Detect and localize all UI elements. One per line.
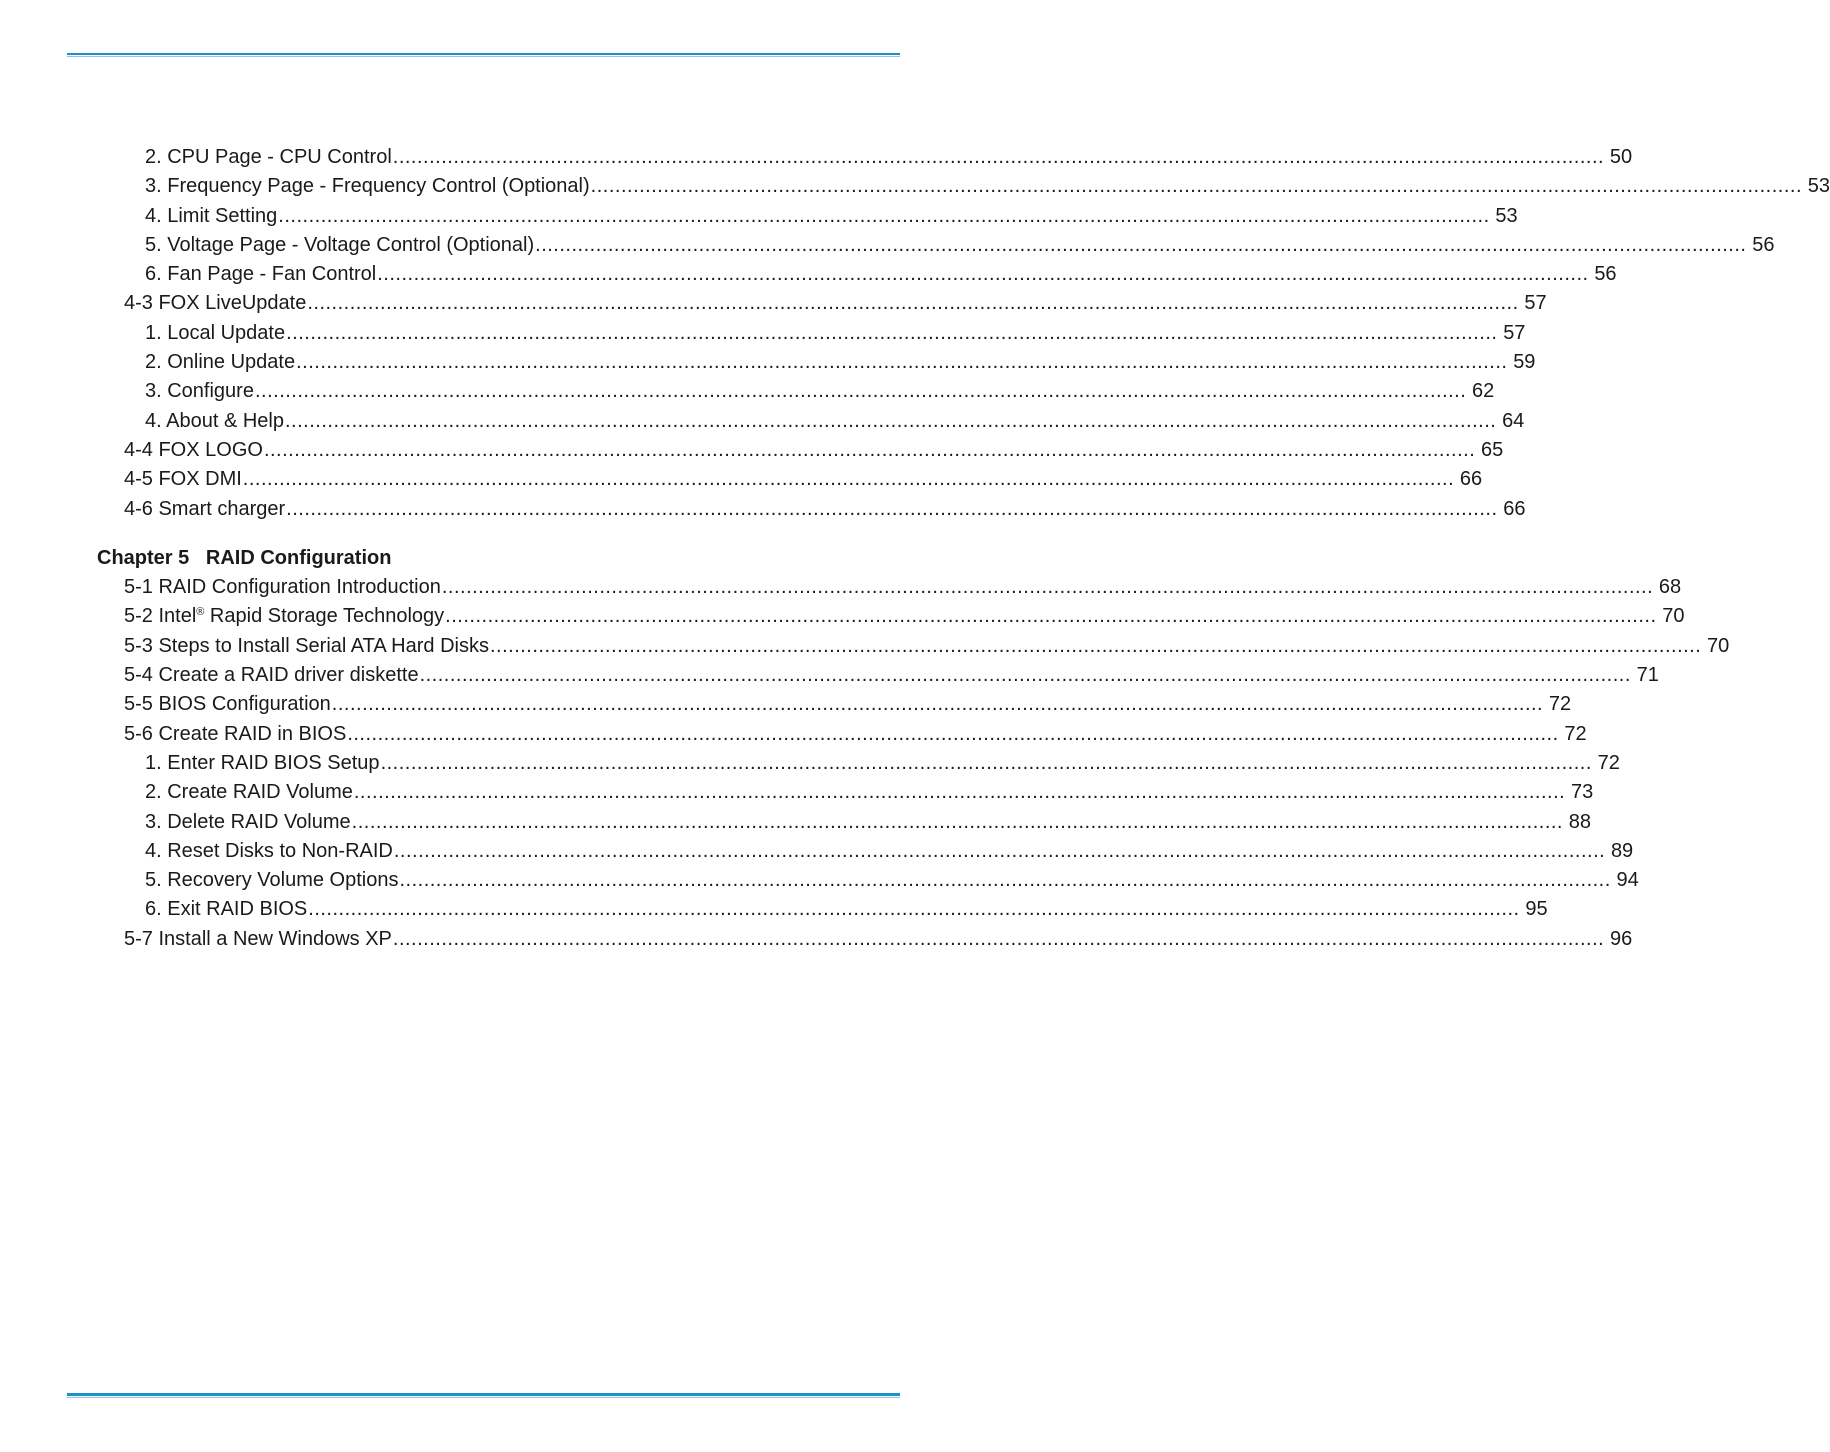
dot-leader: ........................................................................................................................................................................................................ xyxy=(392,146,1605,168)
toc-entry[interactable] xyxy=(0,172,1830,201)
toc-entry-title: 3. Configure xyxy=(145,380,254,403)
toc-entry-title: 5-1 RAID Configuration Introduction xyxy=(124,576,441,599)
toc-entry[interactable] xyxy=(0,808,1591,837)
dot-leader: ........................................................................................................................................................................................................ xyxy=(331,693,1544,716)
dot-leader: ........................................................................................................................................................................................................ xyxy=(489,634,1702,657)
toc-entry-page: 50 xyxy=(1609,146,1633,168)
dot-leader: ........................................................................................................................................................................................................ xyxy=(307,292,1519,315)
toc-entry-title: 4-5 FOX DMI xyxy=(124,468,242,491)
toc-entry[interactable] xyxy=(0,348,1536,377)
dot-leader: ........................................................................................................................................................................................................ xyxy=(590,175,1802,198)
dot-leader: ........................................................................................................................................................................................................ xyxy=(441,576,1654,599)
toc-entry[interactable] xyxy=(0,749,1620,778)
toc-entry[interactable] xyxy=(0,289,1547,318)
toc-entry-page: 53 xyxy=(1495,204,1518,227)
dot-leader: ........................................................................................................................................................................................................ xyxy=(278,204,1490,227)
toc-entry[interactable] xyxy=(0,143,1633,172)
toc-entry-title: 4-3 FOX LiveUpdate xyxy=(124,292,307,315)
toc-entry-title: 3. Frequency Page - Frequency Control (Optional) xyxy=(145,175,590,198)
dot-leader: ........................................................................................................................................................................................................ xyxy=(347,722,1559,745)
table-of-contents xyxy=(0,143,1830,954)
dot-leader: ........................................................................................................................................................................................................ xyxy=(380,751,1592,774)
toc-entry[interactable] xyxy=(0,377,1495,406)
toc-entry-title: 6. Fan Page - Fan Control xyxy=(145,263,377,286)
toc-entry[interactable] xyxy=(0,720,1587,749)
dot-leader: ........................................................................................................................................................................................................ xyxy=(353,781,1566,804)
toc-entry[interactable] xyxy=(0,866,1639,895)
toc-entry-title: 4. Reset Disks to Non-RAID xyxy=(145,839,393,862)
toc-section-chapter4 xyxy=(0,143,1830,524)
toc-entry-title: 4-4 FOX LOGO xyxy=(124,438,263,461)
toc-entry-page: 96 xyxy=(1609,927,1633,950)
toc-entry[interactable] xyxy=(0,690,1572,719)
toc-entry-page: 72 xyxy=(1564,722,1587,745)
toc-entry[interactable] xyxy=(0,231,1775,260)
toc-entry-title: 5-6 Create RAID in BIOS xyxy=(124,722,347,745)
toc-entry-page: 72 xyxy=(1597,751,1620,774)
toc-entry[interactable] xyxy=(0,632,1730,661)
dot-leader: ........................................................................................................................................................................................................ xyxy=(351,810,1563,833)
toc-entry-title: 4-6 Smart charger xyxy=(124,497,286,520)
toc-entry-title: 1. Enter RAID BIOS Setup xyxy=(145,751,380,774)
dot-leader: ........................................................................................................................................................................................................ xyxy=(419,664,1631,687)
toc-entry-page: 94 xyxy=(1616,869,1639,892)
dot-leader: ........................................................................................................................................................................................................ xyxy=(392,927,1605,950)
toc-entry-page: 56 xyxy=(1594,263,1617,286)
toc-entry-page: 70 xyxy=(1707,634,1730,657)
header-rule xyxy=(67,53,900,57)
toc-entry-page: 53 xyxy=(1807,175,1830,198)
toc-entry[interactable] xyxy=(0,895,1548,924)
dot-leader: ........................................................................................................................................................................................................ xyxy=(393,839,1606,862)
toc-entry-page: 65 xyxy=(1481,438,1504,461)
dot-leader: ........................................................................................................................................................................................................ xyxy=(445,605,1657,628)
dot-leader: ........................................................................................................................................................................................................ xyxy=(296,351,1508,374)
toc-entry-page: 56 xyxy=(1752,233,1775,256)
dot-leader: ........................................................................................................................................................................................................ xyxy=(242,468,1455,491)
toc-entry-title: 4. Limit Setting xyxy=(145,204,278,227)
dot-leader: ........................................................................................................................................................................................................ xyxy=(286,497,1498,520)
toc-entry-page: 89 xyxy=(1610,839,1634,862)
dot-leader: ........................................................................................................................................................................................................ xyxy=(399,869,1611,892)
toc-entry[interactable] xyxy=(0,436,1504,465)
dot-leader: ........................................................................................................................................................................................................ xyxy=(286,321,1498,344)
toc-entry-page: 71 xyxy=(1636,664,1659,687)
dot-leader: ........................................................................................................................................................................................................ xyxy=(254,380,1467,403)
toc-entry-title: 5-5 BIOS Configuration xyxy=(124,693,331,716)
toc-entry-page: 95 xyxy=(1525,898,1548,921)
toc-section-chapter5-a xyxy=(0,573,1682,602)
toc-entry-page: 68 xyxy=(1658,576,1682,599)
toc-entry-page: 70 xyxy=(1662,605,1685,628)
toc-entry[interactable] xyxy=(0,202,1518,231)
footer-rule xyxy=(67,1393,900,1398)
toc-entry-title: 5-7 Install a New Windows XP xyxy=(124,927,392,950)
toc-entry[interactable] xyxy=(0,260,1617,289)
toc-entry-page: 66 xyxy=(1459,468,1483,491)
toc-entry[interactable] xyxy=(0,407,1525,436)
toc-entry[interactable] xyxy=(0,319,1526,348)
toc-entry-page: 57 xyxy=(1503,321,1526,344)
dot-leader: ........................................................................................................................................................................................................ xyxy=(535,233,1747,256)
toc-entry-title: 5-4 Create a RAID driver diskette xyxy=(124,664,419,687)
toc-entry-title: 4. About & Help xyxy=(145,409,284,432)
toc-entry-title: 5-3 Steps to Install Serial ATA Hard Disks xyxy=(124,634,489,657)
dot-leader: ........................................................................................................................................................................................................ xyxy=(284,409,1497,432)
toc-entry[interactable] xyxy=(0,602,1685,631)
toc-entry[interactable] xyxy=(0,573,1682,602)
toc-entry[interactable] xyxy=(0,465,1483,494)
dot-leader: ........................................................................................................................................................................................................ xyxy=(263,438,1476,461)
toc-entry[interactable] xyxy=(0,837,1634,866)
toc-entry[interactable] xyxy=(0,661,1659,690)
toc-entry-title: 5-2 Intel® Rapid Storage Technology xyxy=(124,605,445,628)
toc-entry-title: 2. CPU Page - CPU Control xyxy=(145,146,392,168)
toc-entry[interactable] xyxy=(0,925,1633,954)
toc-section-chapter5-b xyxy=(0,632,1730,954)
toc-entry-page: 73 xyxy=(1570,781,1594,804)
dot-leader: ........................................................................................................................................................................................................ xyxy=(308,898,1520,921)
toc-entry-page: 66 xyxy=(1503,497,1526,520)
toc-entry-title: 2. Online Update xyxy=(145,351,296,374)
toc-entry-page: 59 xyxy=(1513,351,1536,374)
toc-entry-title: 6. Exit RAID BIOS xyxy=(145,898,308,921)
toc-entry-page: 57 xyxy=(1524,292,1547,315)
toc-entry-title: 3. Delete RAID Volume xyxy=(145,810,351,833)
dot-leader: ........................................................................................................................................................................................................ xyxy=(377,263,1589,286)
toc-entry-page: 88 xyxy=(1568,810,1591,833)
toc-entry-title: 2. Create RAID Volume xyxy=(145,781,353,804)
toc-entry-page: 64 xyxy=(1502,409,1525,432)
registered-mark: ® xyxy=(196,606,205,619)
toc-entry-page: 62 xyxy=(1472,380,1495,403)
toc-entry-title: 5. Recovery Volume Options xyxy=(145,869,399,892)
toc-entry-title: 1. Local Update xyxy=(145,321,286,344)
chapter-heading: Chapter 5 RAID Configuration xyxy=(97,546,392,569)
toc-entry[interactable] xyxy=(0,495,1526,524)
toc-entry-page: 72 xyxy=(1548,693,1572,716)
toc-entry-title: 5. Voltage Page - Voltage Control (Optional) xyxy=(145,233,535,256)
toc-entry[interactable] xyxy=(0,778,1594,807)
